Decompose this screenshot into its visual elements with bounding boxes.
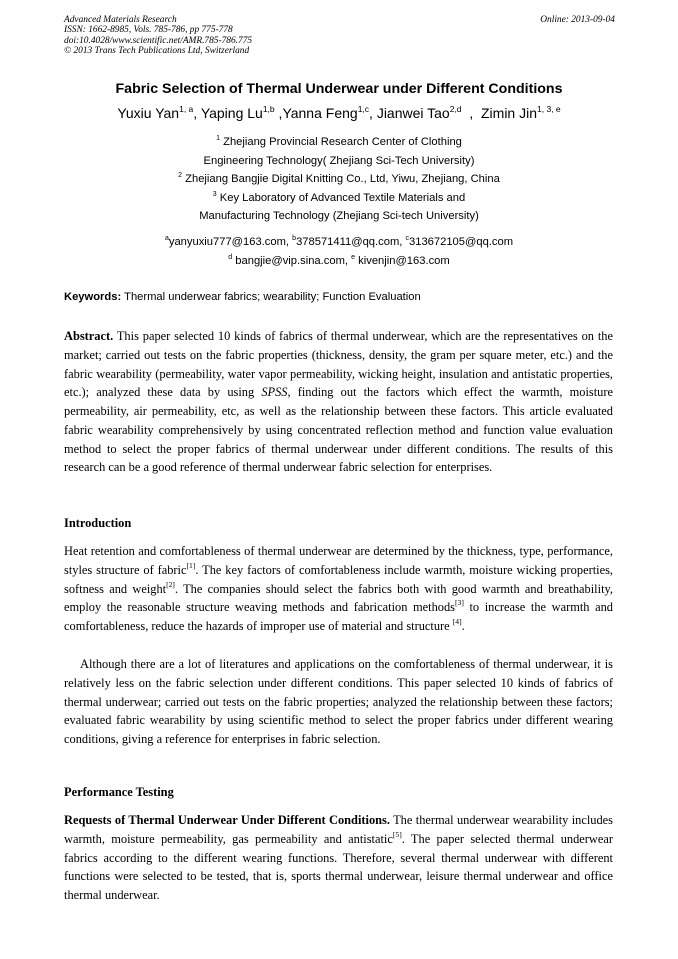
- body-text: to increase the warmth and comfortableness, reduce the hazards of improper use of material and structure: [64, 600, 613, 633]
- author-sep: ,: [369, 105, 377, 121]
- author-sup: 1,c: [357, 104, 370, 114]
- body-text: . The paper selected thermal underwear fabrics according to the different wearing functions. Therefore, several thermal underwear with different functions were selected to be tested, that is, sports thermal underwear, leisure thermal underwear and office thermal underwear.: [64, 831, 613, 902]
- spss-term: SPSS: [261, 385, 288, 400]
- citation-ref[interactable]: [2]: [166, 579, 175, 589]
- online-date: Online: 2013-09-04: [540, 15, 615, 25]
- abstract-text: , finding out the factors which effect the warmth, moisture permeability, air permeability, etc, as well as the relationship between these factors. This article evaluated fabric wearability comprehensively by using concentrated reflection method and function value evaluation method to select the proper fabrics of thermal underwear under different conditions. The results of this research can be a good reference of thermal underwear fabric selection for enterprises.: [64, 385, 613, 475]
- citation-ref[interactable]: [3]: [455, 598, 464, 608]
- keywords-text: Thermal underwear fabrics; wearability; Function Evaluation: [121, 291, 421, 303]
- email-sup: c: [405, 235, 409, 242]
- keywords-label: Keywords:: [64, 291, 122, 303]
- author-list: [0, 105, 678, 121]
- abstract-text: This paper selected 10 kinds of fabrics of thermal underwear, which are the representatives on the market; carried out tests on the fabric properties (thickness, density, the gram per square meter, etc.) and the fabric wearability (permeability, water vapor permeability, wicking height, insulation and antistatic properties, etc.); analyzed these data by using: [64, 329, 613, 400]
- email-link[interactable]: bangjie@vip.sina.com,: [232, 254, 352, 267]
- affiliation-line: Manufacturing Technology (Zhejiang Sci-tech University): [199, 210, 479, 223]
- introduction-heading: Introduction: [64, 516, 132, 530]
- author-emails: [0, 233, 678, 270]
- affiliation-line: Zhejiang Bangjie Digital Knitting Co., Ltd, Yiwu, Zhejiang, China: [185, 173, 500, 186]
- affiliation-line: Zhejiang Provincial Research Center of Clothing: [223, 136, 462, 148]
- affiliation-line: Key Laboratory of Advanced Textile Materials and: [219, 191, 466, 204]
- email-link[interactable]: kivenjin@163.com: [355, 254, 450, 267]
- affiliations: [0, 133, 678, 226]
- introduction-paragraph-2: Although there are a lot of literatures and applications on the comfortableness of thermal underwear, it is relatively less on the fabric selection under different conditions. This paper selected 10 kinds of fabrics of thermal underwear; carried out tests on the fabric properties; analyzed the relationship between these factors; evaluated fabric wearability by using scientific method to select the proper fabrics under different wearing conditions, giving a reference for enterprises in fabric selection.: [64, 657, 613, 746]
- copyright-line: © 2013 Trans Tech Publications Ltd, Switzerland: [64, 46, 250, 57]
- performance-heading: Performance Testing: [64, 785, 174, 799]
- affiliation-sup: 3: [212, 190, 217, 198]
- email-link[interactable]: 313672105@qq.com: [409, 236, 514, 248]
- citation-ref[interactable]: [4]: [452, 617, 462, 626]
- email-link[interactable]: 378571411@qq.com,: [296, 236, 406, 248]
- citation-ref[interactable]: [1]: [186, 560, 196, 570]
- abstract: [64, 327, 613, 477]
- author-sep: ,: [461, 105, 481, 121]
- email-link[interactable]: yanyuxiu777@163.com,: [168, 236, 293, 248]
- author-name: Zimin Jin: [481, 105, 538, 121]
- journal-name: Advanced Materials Research: [64, 15, 177, 25]
- author-name: Jianwei Tao: [376, 105, 450, 121]
- affiliation-sup: 1: [216, 135, 220, 142]
- body-text: . The companies should select the fabrics both with good warmth and breathability, employ the reasonable structure weaving methods and fabrication methods: [64, 581, 613, 615]
- introduction-paragraph-1: [64, 542, 613, 636]
- keywords: [64, 291, 421, 303]
- affiliation-sup: 2: [178, 172, 183, 180]
- email-sup: a: [164, 235, 169, 242]
- author-name: Yaping Lu: [200, 105, 263, 121]
- author-sup: 1, a: [179, 104, 194, 114]
- body-text: Heat retention and comfortableness of thermal underwear are determined by the thickness, type, performance, styles structure of fabric: [64, 544, 613, 577]
- citation-ref[interactable]: [5]: [392, 829, 402, 839]
- author-name: Yanna Feng: [282, 105, 358, 121]
- journal-header: [64, 15, 252, 57]
- runin-heading: Requests of Thermal Underwear Under Different Conditions.: [64, 813, 390, 827]
- email-sup: b: [292, 235, 297, 242]
- issn-line: ISSN: 1662-8985, Vols. 785-786, pp 775-778: [64, 25, 233, 36]
- author-name: Yuxiu Yan: [117, 105, 180, 121]
- abstract-label: Abstract.: [64, 329, 114, 343]
- paper-title: Fabric Selection of Thermal Underwear under Different Conditions: [115, 81, 563, 97]
- author-sep: ,: [274, 105, 283, 121]
- body-text: . The key factors of comfortableness include warmth, moisture wicking properties, softness and weight: [64, 562, 613, 596]
- body-text: The thermal underwear wearability includes warmth, moisture permeability, gas permeability and antistatic: [64, 813, 614, 846]
- author-sup: 1, 3, e: [537, 104, 561, 114]
- author-sup: 2,d: [449, 104, 462, 114]
- email-sup: d: [228, 253, 233, 261]
- doi-line: doi:10.4028/www.scientific.net/AMR.785-786.775: [64, 35, 253, 46]
- performance-paragraph: [64, 811, 613, 905]
- email-sup: e: [351, 253, 356, 261]
- body-text: .: [461, 619, 465, 633]
- author-sup: 1,b: [262, 104, 275, 114]
- affiliation-line: Engineering Technology( Zhejiang Sci-Tech University): [203, 154, 475, 167]
- author-sep: ,: [193, 105, 201, 121]
